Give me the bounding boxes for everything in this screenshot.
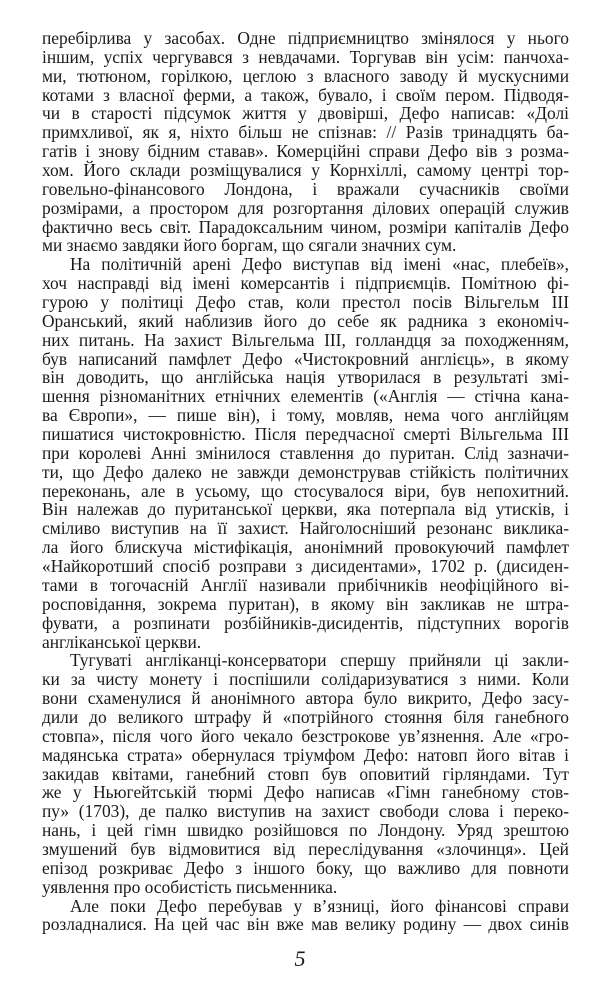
text-line: перебірлива у засобах. Одне підприємництво змінялося у нього	[42, 28, 569, 48]
text-line: примхливої, як я, ніхто більш не спізнав: // Разів тринадцять ба-	[42, 122, 569, 143]
text-line: чи в старості підсумок життя у двовірші, Дефо написав: «Долі	[42, 103, 569, 124]
text-line: котами з власної ферми, а також, бувало, і своїм пером. Підводя-	[42, 84, 569, 105]
text-line: хоч насправді від імені комерсантів і підприємців. Помітною фі-	[42, 273, 569, 294]
text-line: нань, і цей гімн швидко розійшовся по Лондону. Уряд зрештою	[42, 820, 569, 841]
text-line: англіканської церкви.	[42, 631, 202, 652]
text-line: змушений був відмовитися від переслідування «злочинця». Цей	[42, 838, 569, 859]
text-line: хом. Його склади розміщувалися у Корнхіллі, самому центрі тор-	[42, 160, 569, 181]
paragraph	[42, 897, 569, 935]
text-line: ки за чисту монету і поспішили солідаризуватися з ними. Коли	[42, 669, 569, 690]
text-line: вони схаменулися й анонімного автора було викрито, Дефо засу-	[42, 688, 569, 709]
text-line: розмірами, а простором для розгортання ділових операцій служив	[42, 197, 569, 218]
text-line: розладналися. На цей час він вже мав велику родину — двох синів	[42, 914, 569, 935]
text-line: пу» (1703), де палко виступив на захист свободи слова і переко-	[42, 801, 569, 822]
text-line: дили до великого штрафу й «потрійного стояння біля ганебного	[42, 706, 569, 727]
text-line: фувати, а розпинати розбійників-дисидентів, підступних ворогів	[42, 612, 569, 633]
paragraph	[42, 651, 569, 896]
paragraph	[42, 29, 569, 255]
paragraph	[42, 255, 569, 651]
text-line: Тугуваті англіканці-консерватори спершу прийняли ці закли-	[70, 650, 569, 671]
text-line: ми, тютюном, горілкою, цеглою з власного заводу й мускусними	[42, 65, 569, 86]
text-line: гатів і знову бідним ставав». Комерційні справи Дефо вів з розма-	[42, 141, 569, 162]
text-line: Але поки Дефо перебував у в’язниці, його фінансові справи	[70, 895, 569, 916]
text-line: сміливо виступив на її захист. Найголосніший резонанс виклика-	[42, 518, 569, 539]
text-line: пишатися чистокровністю. Після передчасної смерті Вільгельма III	[42, 424, 569, 445]
text-line: епізод розкриває Дефо з іншого боку, що важливо для повноти	[42, 857, 569, 878]
text-line: уявлення про особистість письменника.	[42, 876, 338, 897]
text-line: ти, що Дефо далеко не завжди демонстрував стійкість політичних	[42, 461, 569, 482]
text-line: На політичній арені Дефо виступав від імені «нас, плебеїв»,	[70, 254, 569, 275]
text-line: говельно-фінансового Лондона, і вражали сучасників своїми	[42, 178, 569, 199]
text-line: Він належав до пуританської церкви, яка потерпала від утисків, і	[42, 499, 569, 520]
text-line: стовпа», після чого його чекало безстрокове ув’язнення. Але «гро-	[42, 725, 569, 746]
text-line: при королеві Анні змінилося ставлення до пуритан. Слід зазначи-	[42, 442, 569, 463]
text-line: «Найкоротший спосіб розправи з дисидентами», 1702 р. (дисиден-	[42, 556, 569, 577]
page-body-text	[42, 29, 569, 934]
text-line: них питань. На захист Вільгельма III, голландця за походженням,	[42, 329, 569, 350]
text-line: іншим, успіх чергувався з невдачами. Торгував він усім: панчоха-	[42, 46, 569, 67]
text-line: гурою у політиці Дефо став, коли престол посів Вільгельм III	[42, 292, 569, 313]
text-line: ла його блискуча містифікація, анонімний провокуючий памфлет	[42, 537, 569, 558]
text-line: шення різноманітних етнічних елементів («Англія — стічна кана-	[42, 386, 569, 407]
page-number: 5	[294, 946, 306, 971]
text-line: тами в тогочасній Англії називали прибічників неофіційного ві-	[42, 574, 569, 595]
text-line: мадянська страта» обернулася тріумфом Дефо: натовп його вітав і	[42, 744, 569, 765]
text-line: ми знаємо завдяки його боргам, що сягали значних сум.	[42, 235, 457, 256]
text-line: Оранський, який наблизив його до себе як радника з економіч-	[42, 310, 569, 331]
text-line: закидав квітами, ганебний стовп був оповитий гірляндами. Тут	[42, 763, 569, 784]
text-line: ва Європи», — пише він), і тому, мовляв, нема чого англійцям	[42, 405, 569, 426]
text-line: він доводить, що англійська нація утворилася в результаті змі-	[42, 367, 569, 388]
text-line: був написаний памфлет Дефо «Чистокровний англієць», в якому	[42, 348, 569, 369]
text-line: фактично весь світ. Парадоксальним чином, розміри капіталів Дефо	[42, 216, 569, 237]
text-line: росповідання, зокрема пуритан), в якому він закликав не штра-	[42, 593, 569, 614]
text-line: переконань, але в усьому, що стосувалося віри, був непохитний.	[42, 480, 569, 501]
text-line: же у Ньюгейтській тюрмі Дефо написав «Гімн ганебному стов-	[42, 782, 569, 803]
